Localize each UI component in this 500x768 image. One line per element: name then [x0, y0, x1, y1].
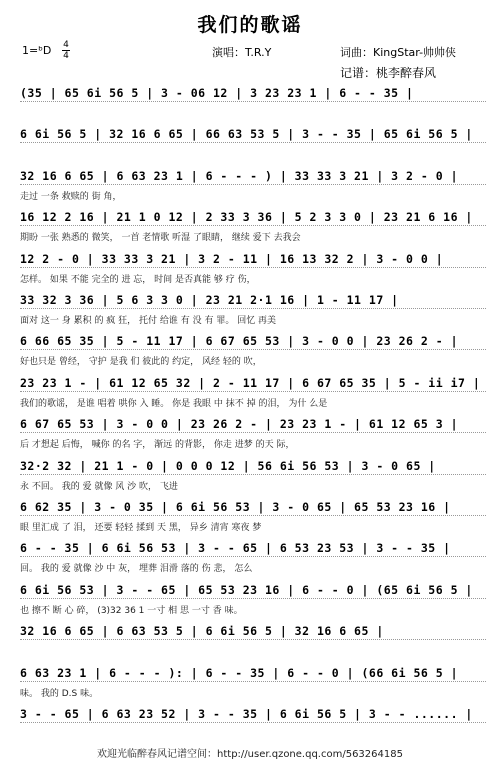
note-line: 6 63 23 1 | 6 - - - ): | 6 - - 35 | 6 - - 0 | (66 6i 56 5 |: [20, 665, 458, 680]
lyric-line: 好也只是 曾经， 守护 是我 们 彼此的 约定， 风经 轻的 吹，: [20, 357, 262, 368]
note-line: 3 - - 65 | 6 63 23 52 | 3 - - 35 | 6 6i 56 5 | 3 - - ...... |: [20, 707, 473, 721]
note-line: 32 16 6 65 | 6 63 53 5 | 6 6i 56 5 | 32 16 6 65 |: [20, 624, 384, 639]
note-line: 6 67 65 53 | 3 - 0 0 | 23 26 2 - | 23 23 1 - | 61 12 65 3 |: [20, 417, 458, 432]
note-line: 12 2 - 0 | 33 33 3 21 | 3 2 - 11 | 16 13 32 2 | 3 - 0 0 |: [20, 251, 444, 266]
beam-line: [20, 639, 486, 640]
beam-line: [20, 267, 486, 268]
song-title: 我们的歌谣: [197, 14, 303, 36]
lyricist-credit: 词曲：KingStar-帅帅侠: [340, 46, 457, 59]
beam-line: [20, 308, 486, 309]
note-line: 6 6i 56 53 | 3 - - 65 | 65 53 23 16 | 6 - - 0 | (65 6i 56 5 |: [20, 582, 473, 597]
footer-link: 欢迎光临醉春风记谱空间：http://user.qzone.qq.com/563264185: [97, 749, 403, 760]
note-line: (35 | 65 6i 56 5 | 3 - 06 12 | 3 23 23 1 | 6 - - 35 |: [20, 86, 414, 100]
lyric-line: 回。 我的 爱 就像 沙 中 灰， 埋葬 泪滑 落的 伤 悲， 怎么: [20, 564, 253, 575]
lyric-line: 眼 里汇成 了 泪， 还要 轻轻 揉到 天 黑， 异乡 清宵 寒夜 梦: [20, 523, 262, 533]
note-line: 33 32 3 36 | 5 6 3 3 0 | 23 21 2·1 16 | 1 - 11 17 |: [20, 293, 399, 307]
beam-line: [20, 101, 486, 102]
beam-line: [20, 225, 486, 226]
lyric-line: 怎样。 如果 不能 完全的 进 忘， 时间 是否真能 够 疗 伤，: [20, 274, 256, 285]
beam-line: [20, 681, 486, 682]
beam-line: [20, 515, 486, 516]
beam-line: [20, 598, 486, 599]
note-line: 6 62 35 | 3 - 0 35 | 6 6i 56 53 | 3 - 0 65 | 65 53 23 16 |: [20, 500, 451, 514]
beam-line: [20, 184, 486, 185]
recorder-credit: 记谱：桃李醉春风: [340, 66, 437, 80]
note-line: 6 66 65 35 | 5 - 11 17 | 6 67 65 53 | 3 - 0 0 | 23 26 2 - |: [20, 334, 458, 349]
lyric-line: 也 擦不 断 心 碎， (3)32 36 1 一寸 相 思 一寸 香 味。: [20, 605, 243, 616]
beam-line: [20, 556, 486, 557]
time-signature-bottom: 4: [63, 51, 69, 61]
lyric-line: 我们的歌谣， 是谁 唱着 哄你 入 睡。 你是 我眼 中 抹不 掉 的泪， 为什 么是: [20, 398, 328, 409]
lyric-line: 走过 一条 救赎的 街 角，: [20, 191, 122, 202]
time-signature-top: 4: [63, 40, 69, 50]
singer-credit: 演唱：T.R.Y: [212, 46, 272, 59]
time-signature: [62, 40, 70, 61]
beam-line: [20, 722, 486, 723]
note-line: 6 - - 35 | 6 6i 56 53 | 3 - - 65 | 6 53 23 53 | 3 - - 35 |: [20, 541, 451, 556]
beam-line: [20, 474, 486, 475]
key-signature: 1=ᵇD: [22, 44, 52, 57]
beam-line: [20, 142, 486, 143]
lyric-line: 期盼 一张 熟悉的 微笑， 一首 老情歌 听湿 了眼睛， 继续 爱下 去我会: [20, 233, 301, 244]
lyric-line: 味。 我的 D.S 味。: [20, 688, 99, 699]
note-line: 16 12 2 16 | 21 1 0 12 | 2 33 3 36 | 5 2 3 3 0 | 23 21 6 16 |: [20, 210, 473, 225]
lyric-line: 后 才想起 后悔， 喊你 的名 字， 渐远 的背影， 你走 进梦 的天 际，: [20, 440, 295, 451]
beam-line: [20, 391, 486, 392]
beam-line: [20, 432, 486, 433]
beam-line: [20, 349, 486, 350]
lyric-line: 永 不回。 我的 爱 就像 风 沙 吹， 飞进: [20, 481, 178, 492]
note-line: 23 23 1 - | 61 12 65 32 | 2 - 11 17 | 6 67 65 35 | 5 - ii i7 |: [20, 375, 481, 390]
note-line: 32·2 32 | 21 1 - 0 | 0 0 0 12 | 56 6i 56 53 | 3 - 0 65 |: [20, 458, 436, 473]
lyric-line: 面对 这一 身 累积 的 疯 狂， 托付 给谁 有 没 有 罪。 回忆 再美: [20, 316, 277, 326]
note-line: 6 6i 56 5 | 32 16 6 65 | 66 63 53 5 | 3 - - 35 | 65 6i 56 5 |: [20, 127, 473, 142]
note-line: 32 16 6 65 | 6 63 23 1 | 6 - - - ) | 33 33 3 21 | 3 2 - 0 |: [20, 168, 458, 183]
